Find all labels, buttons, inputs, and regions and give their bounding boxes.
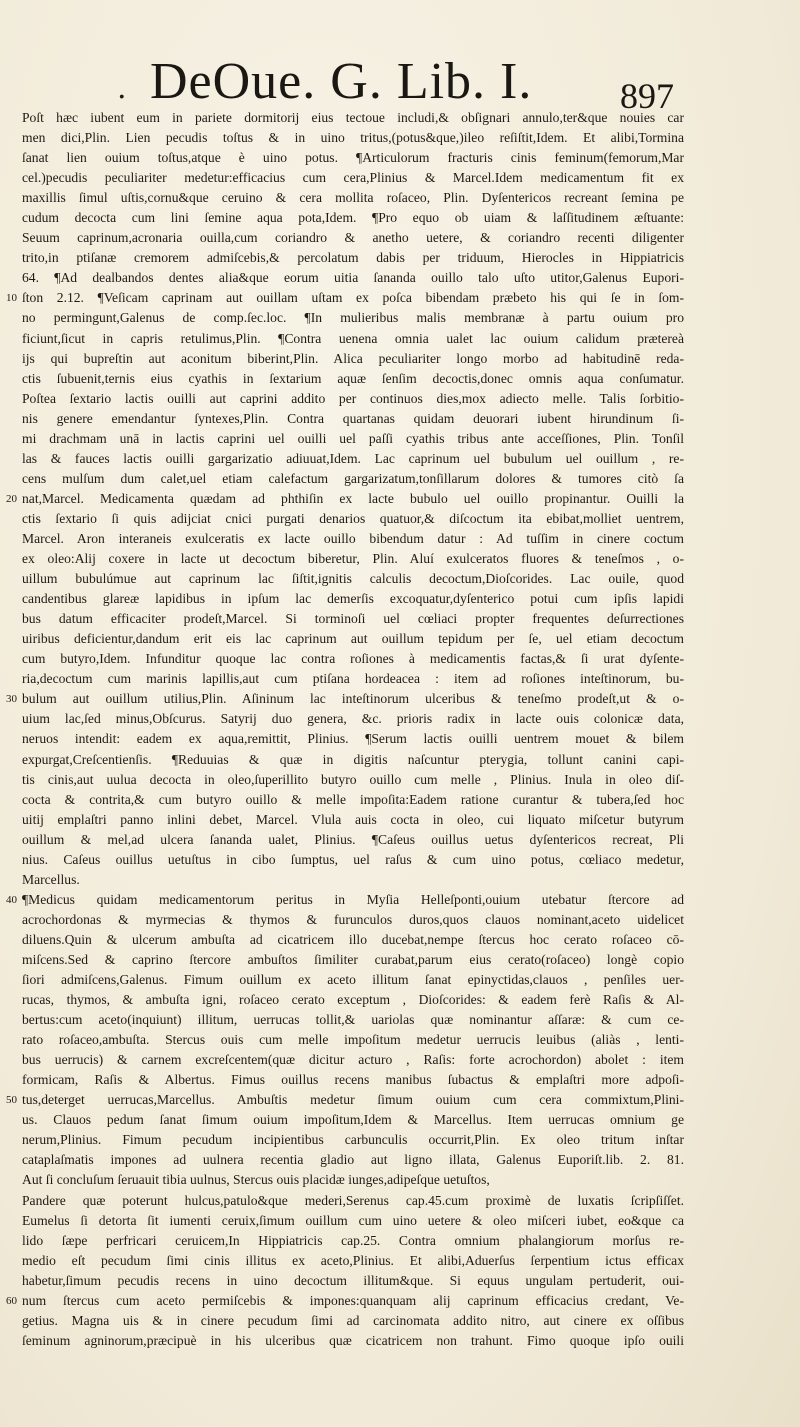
text-line bbox=[22, 449, 684, 469]
line-text: bus datum efficaciter prodeſt,Marcel. Si torminoſi uel cœliaci propter frequentes deſurrectiones bbox=[22, 611, 684, 627]
line-text: Pandere quæ poterunt hulcus,patulo&que mederi,Serenus cap.45.cum proximè de luxatis ſcripſiſſet. bbox=[22, 1192, 684, 1208]
line-text: ria,decoctum cum marinis lapillis,aut cum ptiſana hordeacea : item ad roſiones inteſtinorum, bu- bbox=[22, 671, 684, 687]
text-line bbox=[22, 429, 684, 449]
text-line bbox=[22, 1170, 684, 1190]
text-line bbox=[22, 188, 684, 208]
text-line bbox=[22, 369, 684, 389]
line-text: uitij emplaſtri panno inlini debet, Marcel. Vlula auis cocta in oleo, cui liquato miſcetur butyrum bbox=[22, 811, 684, 827]
text-line bbox=[22, 509, 684, 529]
line-text: ctis ſextario ſi quis adijciat cnici purgati denarios quatuor,& diſcoctum ita ebibat,molliet uentrem, bbox=[22, 510, 684, 526]
line-text: Marcellus. bbox=[22, 871, 80, 887]
text-line bbox=[6, 689, 684, 709]
line-number: 50 bbox=[6, 1094, 17, 1107]
text-line bbox=[22, 329, 684, 349]
line-text: nat,Marcel. Medicamenta quædam ad phthiſin ex lacte bubulo uel ouillo propinantur. Ouilli la bbox=[22, 490, 684, 506]
line-text: rato roſaceo,ambuſta. Stercus ouis cum melle impoſitum medetur uerrucis leuibus (aliàs , lenti- bbox=[22, 1032, 684, 1048]
text-line bbox=[6, 890, 684, 910]
line-text: Poſtea ſextario lactis ouilli aut caprini addito per continuos dies,mox adiecto melle. Talis ſorbitio- bbox=[22, 390, 684, 406]
text-line bbox=[22, 1311, 684, 1331]
line-text: bus uerrucis) & carnem excreſcentem(quæ dicitur acturo , Raſis: forte acrochordon) abolet : item bbox=[22, 1052, 684, 1068]
line-text: trito,in ptiſanæ cremorem admiſcebis,& percolatum dabis per triduum, Hierocles in Hippiatricis bbox=[22, 250, 684, 266]
text-line bbox=[22, 870, 684, 890]
text-line bbox=[22, 409, 684, 429]
line-text: ficiunt,ſicut in capris retulimus,Plin. ¶Contra uenena omnia ualet lac ouium calidum prætereà bbox=[22, 330, 684, 346]
line-text: nerum,Plinius. Fimum pecudum incipientibus carbunculis occurrit,Plin. Ex oleo tritum inſtar bbox=[22, 1132, 684, 1148]
line-number: 20 bbox=[6, 492, 17, 505]
text-line bbox=[22, 549, 684, 569]
line-text: ex oleo:Alij coxere in lacte ut decoctum biberetur, Plin. Aluí exulceratos fluores & teneſmos , o- bbox=[22, 551, 684, 567]
line-text: ouillum & mel,ad ulcera ſananda ualet, Plinius. ¶Caſeus ouillus uetus dyſentericos recreat, Pli bbox=[22, 831, 684, 847]
line-text: formicam, Raſis & Albertus. Fimus ouillus recens manibus ſubactus & emplaſtri more adpoſi- bbox=[22, 1072, 684, 1088]
line-text: men dici,Plin. Lien pecudis toſtus & in uino tritus,(potus&que,)ileo reſiſtit,Idem. Et alibi,Tormina bbox=[22, 130, 684, 146]
text-line bbox=[22, 108, 684, 128]
text-line bbox=[22, 790, 684, 810]
text-line bbox=[22, 649, 684, 669]
line-text: cocta & contrita,& cum butyro ouillo & melle impoſita:Eadem ratione curantur & tubera,ſed hoc bbox=[22, 791, 684, 807]
text-line bbox=[6, 489, 684, 509]
running-head: DeOue. G. Lib. I. bbox=[150, 53, 533, 110]
text-line bbox=[22, 830, 684, 850]
text-line bbox=[22, 729, 684, 749]
line-number: 30 bbox=[6, 693, 17, 706]
text-line bbox=[22, 709, 684, 729]
line-text: diluens.Quin & ulcerum ambuſta ad cicatricem illo ducebat,nempe ſtercus hoc cerato roſaceo cō- bbox=[22, 931, 684, 947]
line-number: 60 bbox=[6, 1294, 17, 1307]
line-text: nis genere emendantur ſyntexes,Plin. Contra quartanas quidam deuorari iubent hirundinum ſi- bbox=[22, 410, 684, 426]
text-line bbox=[22, 990, 684, 1010]
line-text: ſanat lien ouium toſtus,atque è uino potus. ¶Articulorum fracturis cinis feminum(femorum,Mar bbox=[22, 150, 684, 166]
text-line bbox=[22, 349, 684, 369]
text-line bbox=[22, 1050, 684, 1070]
line-text: getius. Magna uis & in cinere pecudum ſimi ad carcinomata addito nitro, aut cinere ex oſſibus bbox=[22, 1312, 684, 1328]
text-line bbox=[22, 168, 684, 188]
text-line bbox=[22, 609, 684, 629]
text-line bbox=[22, 128, 684, 148]
line-text: bertus:cum aceto(inquiunt) illitum, uerrucas tollit,& uariolas quæ nominantur aſſaræ: & cum ce- bbox=[22, 1012, 684, 1028]
line-text: uillum bubulúmue aut caprinum lac ſiſtit,ignitis calculis decoctum,Dioſcorides. Lac ouile, quod bbox=[22, 571, 684, 587]
text-line bbox=[22, 569, 684, 589]
text-line bbox=[22, 810, 684, 830]
text-line bbox=[22, 1110, 684, 1130]
line-text: cataplaſmatis impones ad uulnera recentia gladio aut ligno illata, Galenus Euporiſt.lib. 2. 81. bbox=[22, 1152, 684, 1168]
line-text: ſton 2.12. ¶Veſicam caprinam aut ouillam uſtam ex poſca bibendam præbeto his qui ſe in ſom- bbox=[22, 290, 684, 306]
line-text: candentibus glareæ lapidibus in ipſum lac demerſis excoquatur,dyſenterico potui cum ipſis lapidi bbox=[22, 591, 684, 607]
line-text: bulum aut ouillum utilius,Plin. Aſininum lac inteſtinorum ulceribus & teneſmo prodeſt,ut & o- bbox=[22, 691, 684, 707]
line-text: cudum decocta cum lini ſemine aqua pota,Idem. ¶Pro equo ob uiam & laſſitudinem æſtuante: bbox=[22, 210, 684, 226]
text-line bbox=[22, 1130, 684, 1150]
line-text: las & fauces lactis ouilli gargarizatio adiuuat,Idem. Lac caprinum uel bubulum uel ouillum , re- bbox=[22, 450, 684, 466]
text-line bbox=[22, 750, 684, 770]
text-line bbox=[22, 629, 684, 649]
line-text: medio eſt pecudum ſimi cinis illitus ex aceto,Plinius. Et alibi,Aduerſus ſerpentium ictus efficax bbox=[22, 1252, 684, 1268]
text-line bbox=[22, 970, 684, 990]
line-text: uium lac,ſed minus,Obſcurus. Satyrij duo genera, &c. prioris radix in lacte ouis colonicæ data, bbox=[22, 711, 684, 727]
line-text: Aut ſi concluſum ſeruauit tibia uulnus, Stercus ouis placidæ iunges,adipeſque uetuſtos, bbox=[22, 1172, 490, 1188]
line-text: lido ſæpe perfricari ceruicem,In Hippiatricis cap.25. Contra omnium phalangiorum morſus re- bbox=[22, 1232, 684, 1248]
line-text: uiribus deficientur,dandum erit eis lac caprinum aut ouillum tepidum per ſe, uel etiam decoctum bbox=[22, 631, 684, 647]
line-text: Seuum caprinum,acronaria ouilla,cum coriandro & anetho uetere, & coriandro recenti diligenter bbox=[22, 230, 684, 246]
text-line bbox=[22, 389, 684, 409]
text-line bbox=[22, 1150, 684, 1170]
line-text: us. Clauos pedum ſanat ſimum ouium impoſitum,Idem & Marcellus. Item uerrucas omnium ge bbox=[22, 1112, 684, 1128]
text-line bbox=[22, 268, 684, 288]
text-line bbox=[22, 248, 684, 268]
page-number: 897 bbox=[620, 76, 674, 116]
line-text: ſiori admiſcens,Galenus. Fimum ouillum ex aceto illitum ſanat epinyctidas,clauos , penſiles uer- bbox=[22, 972, 684, 988]
text-line bbox=[22, 148, 684, 168]
line-text: nius. Caſeus ouillus uetuſtus in cibo ſumptus, uel raſus & cum uino potus, cœliaco medetur, bbox=[22, 851, 684, 867]
body-text bbox=[6, 108, 684, 1351]
line-text: Eumelus ſi detorta ſit iumenti ceruix,ſimum ouillum cum uino uetere & oleo miſceri iubet, eo&que ca bbox=[22, 1212, 684, 1228]
text-line bbox=[22, 1030, 684, 1050]
line-text: neruos intendit: eadem ex aqua,remittit, Plinius. ¶Serum lactis ouilli uentrem mouet & bilem bbox=[22, 731, 684, 747]
header-dot: . bbox=[117, 71, 127, 106]
line-text: rucas, thymos, & ambuſta igni, roſaceo cerato exceptum , Dioſcorides: & eadem ferè Raſis & Al- bbox=[22, 992, 684, 1008]
line-text: ijs qui bupreſtin aut aconitum biberint,Plin. Alica peculiariter longo morbo ad habitudinē reda- bbox=[22, 350, 684, 366]
line-text: cum butyro,Idem. Infunditur quoque lac contra roſiones à medicamentis factas,& ſi urat dyſente- bbox=[22, 651, 684, 667]
line-number: 10 bbox=[6, 292, 17, 305]
text-line bbox=[22, 228, 684, 248]
text-line bbox=[6, 1291, 684, 1311]
text-line bbox=[22, 1271, 684, 1291]
text-line bbox=[22, 1251, 684, 1271]
text-line bbox=[22, 589, 684, 609]
line-text: cel.)pecudis peculiariter medetur:efficacius cum cera,Plinius & Marcel.Idem medicamentum fit ex bbox=[22, 170, 684, 186]
text-line bbox=[6, 288, 684, 308]
text-line bbox=[22, 1070, 684, 1090]
text-line bbox=[22, 850, 684, 870]
text-line bbox=[22, 669, 684, 689]
line-text: cens mulſum dum calet,uel etiam calefactum gargarizatum,tonſillarum dolores & tumores citò ſa bbox=[22, 470, 684, 486]
text-line bbox=[22, 770, 684, 790]
line-text: 64. ¶Ad dealbandos dentes alia&que eorum uitia ſananda ouillo talo uſto utitor,Galenus Eupori- bbox=[22, 270, 684, 286]
text-line bbox=[22, 930, 684, 950]
line-number: 40 bbox=[6, 893, 17, 906]
line-text: acrochordonas & myrmecias & thymos & furunculos duros,quos clauos nominant,aceto uidelicet bbox=[22, 911, 684, 927]
line-text: Marcel. Aron interaneis exulceratis ex lacte ouillo bibendum datur : Ad tuſſim in cinere coctum bbox=[22, 530, 684, 546]
line-text: mi drachmam unā in lactis caprini uel ouilli uel paſſi cyathis tribus ante acceſſiones, Plin. Tonſil bbox=[22, 430, 684, 446]
text-line bbox=[22, 529, 684, 549]
page-header bbox=[0, 52, 800, 116]
text-line bbox=[22, 950, 684, 970]
line-text: habetur,ſimum pecudis recens in uino decoctum illitum&que. Si equus ungulam pertuderit, oui- bbox=[22, 1272, 684, 1288]
line-text: tis cinis,aut uulua decocta in oleo,ſuperillito butyro ouillo cum melle , Plinius. Inula in oleo diſ- bbox=[22, 771, 684, 787]
text-line bbox=[22, 1211, 684, 1231]
text-line bbox=[22, 1331, 684, 1351]
text-line bbox=[22, 308, 684, 328]
line-text: ctis ſubuenit,ternis eius cyathis in ſextarium aquæ ſenſim decoctis,donec omnis aqua conſumatur. bbox=[22, 370, 684, 386]
line-text: maxillis ſimul uſtis,cornu&que ceruino & cera mollita roſaceo, Plin. Dyſentericos recreant ſemina pe bbox=[22, 190, 684, 206]
text-line bbox=[22, 469, 684, 489]
line-text: Poſt hæc iubent eum in pariete dormitorij eius tectoue includi,& obſignari annulo,ter&que nouies car bbox=[22, 110, 684, 125]
text-line bbox=[22, 208, 684, 228]
line-text: expurgat,Creſcentienſis. ¶Reduuias & quæ in digitis naſcuntur pterygia, tollunt canini capi- bbox=[22, 751, 684, 767]
text-line bbox=[22, 1010, 684, 1030]
text-line bbox=[22, 1231, 684, 1251]
line-text: no permingunt,Galenus de comp.ſec.loc. ¶In mulieribus malis membranæ à partu ouium pro bbox=[22, 310, 684, 326]
line-text: tus,deterget uerrucas,Marcellus. Ambuſtis medetur ſimum ouium cum cera commixtum,Plini- bbox=[22, 1092, 684, 1108]
text-line bbox=[6, 1090, 684, 1110]
line-text: ¶Medicus quidam medicamentorum peritus in Myſia Helleſponti,ouium utebatur ſtercore ad bbox=[22, 891, 684, 907]
line-text: num ſtercus cum aceto permiſcebis & impones:quanquam alij caprinum efficacius credant, Ve- bbox=[22, 1292, 684, 1308]
text-line bbox=[22, 1191, 684, 1211]
text-line bbox=[22, 910, 684, 930]
line-text: miſcens.Sed & caprino ſtercore ambuſtos ſimiliter curabat,parum eius cerato(roſaceo) longè copio bbox=[22, 951, 684, 967]
line-text: ſeminum agninorum,præcipuè in his ulceribus quæ cicatricem non trahunt. Fimo quoque ipſo ouili bbox=[22, 1332, 684, 1348]
